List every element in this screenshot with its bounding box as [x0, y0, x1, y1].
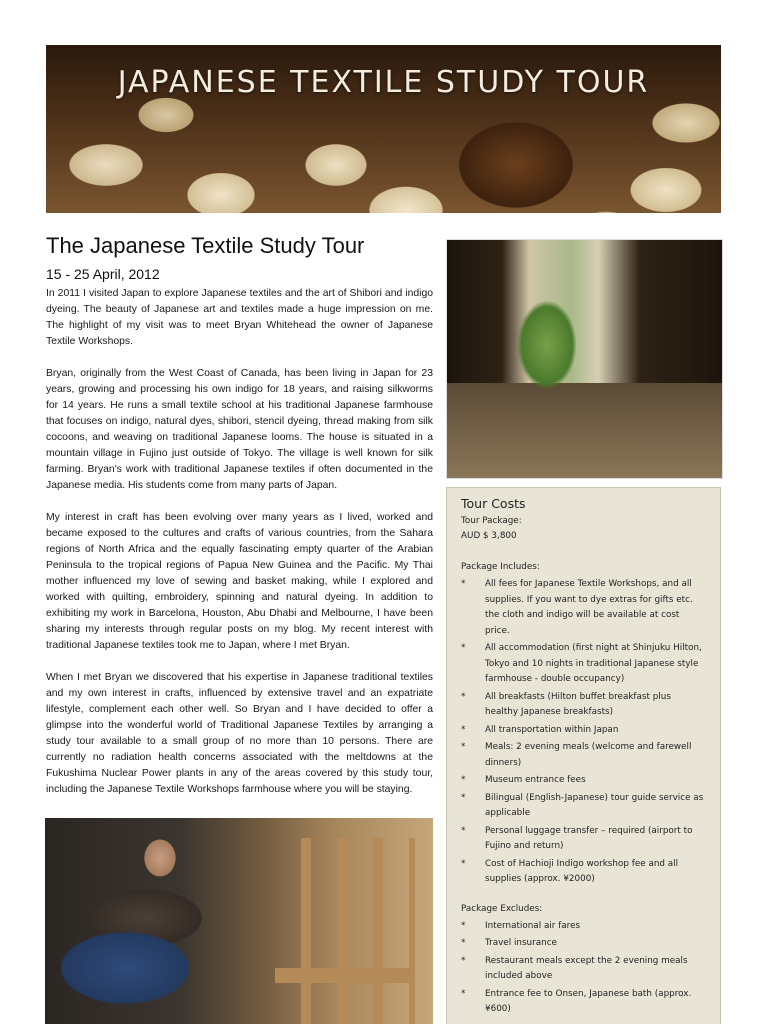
list-item [461, 857, 706, 888]
list-item-text: All accommodation (first night at Shinjuku Hilton, Tokyo and 10 nights in traditional Japanese style farmhouse - double occupancy) [485, 643, 702, 684]
bullet-icon: * [461, 792, 466, 803]
weaver-at-loom-photo [45, 818, 433, 1024]
list-item [461, 740, 706, 771]
tour-costs-box [446, 487, 721, 1024]
list-item-text: International air fares [485, 920, 581, 931]
tour-costs-title: Tour Costs [461, 496, 526, 511]
farmhouse-interior-photo [446, 239, 723, 479]
loom-frame [275, 838, 415, 1024]
list-item [461, 987, 706, 1018]
list-item-text: Museum entrance fees [485, 775, 586, 785]
paragraph: Bryan, originally from the West Coast of Canada, has been living in Japan for 23 years, growing and processing his own indigo for 18 years, and raising silkworms for 14 years. He runs a small textile school at his traditional Japanese farmhouse that focuses on indigo, natural dyes, shibori, stencil dyeing, thread making from silk cocoons, and weaving on traditional Japanese looms. The house is situated in a mountain village in Fujino just outside of Tokyo. The village is well known for silk farming. Bryan's work with traditional Japanese textiles if often documented in the Japanese media. His students come from many parts of Japan. [46, 368, 433, 491]
list-item [461, 791, 706, 822]
bullet-icon: * [461, 742, 466, 752]
list-item-text: All fees for Japanese Textile Workshops, and all supplies. If you want to dye extras for gifts etc. the cloth and indigo will be available at cost price. [485, 579, 693, 636]
page-title: The Japanese Textile Study Tour [46, 233, 365, 258]
list-item [461, 690, 706, 721]
list-item-text: Personal luggage transfer – required (airport to Fujino and return) [485, 825, 693, 851]
list-item [461, 723, 706, 739]
bullet-icon: * [461, 825, 466, 836]
bullet-icon: * [461, 579, 466, 589]
list-item-text: Travel insurance [485, 938, 557, 948]
bullet-icon: * [461, 938, 466, 948]
list-item [461, 773, 706, 789]
weaver-figure [55, 828, 255, 1024]
list-item [461, 824, 706, 855]
package-includes-label: Package Includes: [461, 562, 540, 572]
paragraph: In 2011 I visited Japan to explore Japanese textiles and the art of Shibori and indigo dyeing. The beauty of Japanese art and textiles made a huge impression on me. The highlight of my visit was to meet Bryan Whitehead the owner of Japanese Textile Workshops. [46, 288, 433, 347]
banner-title: JAPANESE TEXTILE STUDY TOUR [117, 65, 650, 100]
list-item [461, 954, 706, 985]
bullet-icon: * [461, 775, 466, 785]
paragraph: When I met Bryan we discovered that his expertise in Japanese traditional textiles and my own interest in crafts, influenced by extensive travel and an expatriate lifestyle, complement each other well. So Bryan and I have decided to offer a glimpse into the wonderful world of Traditional Japanese Textiles by arranging a study tour available to a small group of no more than 10 persons. There are currently no radiation health concerns associated with the meltdowns at the Fukushima Nuclear Power plants in any of the areas covered by this study tour, including the Japanese Textile Workshops farmhouse where you will be staying. [46, 672, 433, 795]
bullet-icon: * [461, 858, 466, 869]
list-item-text: All breakfasts (Hilton buffet breakfast plus healthy Japanese breakfasts) [485, 691, 671, 717]
bullet-icon: * [461, 691, 466, 702]
bullet-icon: * [461, 724, 466, 735]
list-item [461, 641, 706, 688]
list-item [461, 577, 706, 639]
article-body [46, 286, 433, 814]
package-excludes-label: Package Excludes: [461, 903, 543, 914]
package-includes-list [461, 577, 706, 888]
bullet-icon: * [461, 643, 466, 653]
list-item-text: All transportation within Japan [485, 724, 619, 735]
list-item-text: Restaurant meals except the 2 evening meals included above [485, 955, 688, 981]
bullet-icon: * [461, 920, 466, 931]
list-item-text: Meals: 2 evening meals (welcome and farewell dinners) [485, 742, 692, 768]
tour-dates: 15 - 25 April, 2012 [46, 266, 160, 282]
list-item-text: Entrance fee to Onsen, Japanese bath (approx. ¥600) [485, 988, 692, 1014]
paragraph: My interest in craft has been evolving over many years as I lived, worked and became exposed to the cultures and crafts of various countries, from the Sahara regions of North Africa and the equally fascinating empty quarter of the Arabian Peninsula to the tropical regions of Papua New Guinea and the Pacific. My Thai mother influenced my love of sewing and basket making, while I explored and worked with quilting, embroidery, spinning and natural dyeing. In addition to exhibiting my work in Barcelona, Houston, Abu Dhabi and Melbourne, I have been sharing my interests through regular posts on my blog. My recent interest with traditional Japanese textiles took me to Japan, where I met Bryan. [46, 512, 433, 651]
plant-decoration [517, 300, 577, 390]
tour-package-price: AUD $ 3,800 [461, 531, 517, 541]
header-banner-image [46, 45, 721, 213]
list-item-text: Cost of Hachioji Indigo workshop fee and all supplies (approx. ¥2000) [485, 858, 679, 884]
list-item-text: Bilingual (English-Japanese) tour guide service as applicable [485, 792, 704, 818]
bullet-icon: * [461, 988, 466, 999]
list-item [461, 936, 706, 952]
tour-package-label: Tour Package: [461, 516, 522, 526]
list-item [461, 919, 706, 935]
bullet-icon: * [461, 955, 466, 966]
package-excludes-list [461, 919, 706, 1018]
